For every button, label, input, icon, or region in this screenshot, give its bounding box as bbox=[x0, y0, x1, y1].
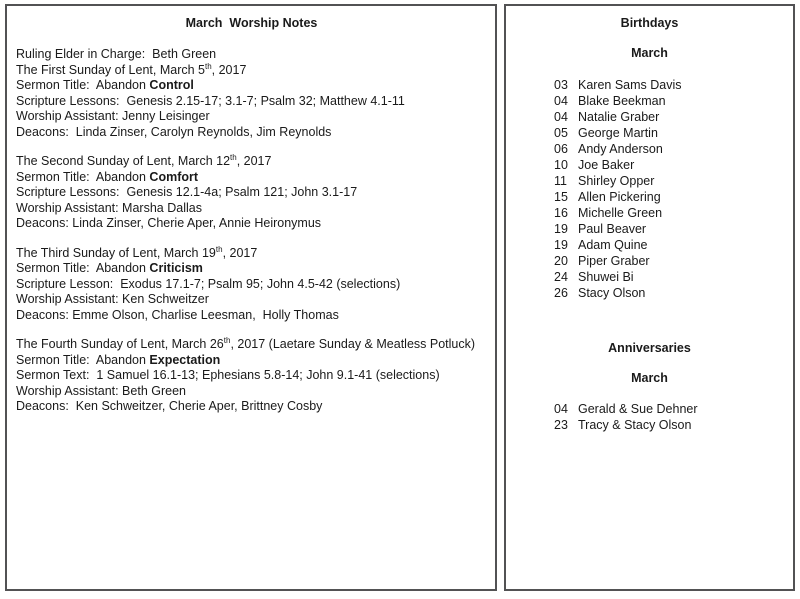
birthday-row bbox=[506, 221, 793, 237]
birthdays-title: Birthdays bbox=[620, 16, 679, 30]
entry-name: Paul Beaver bbox=[578, 222, 647, 236]
entry-day: 24 bbox=[554, 270, 568, 284]
entry-name: Shuwei Bi bbox=[578, 270, 634, 284]
entry-day: 19 bbox=[554, 238, 568, 252]
birthday-row bbox=[506, 253, 793, 269]
anniversaries-list bbox=[506, 401, 793, 433]
text-line: Deacons: Emme Olson, Charlise Leesman, Holly Thomas bbox=[16, 307, 339, 322]
entry-day: 20 bbox=[554, 254, 568, 268]
entry-name: Stacy Olson bbox=[578, 286, 646, 300]
anniversaries-month-heading: March bbox=[631, 371, 668, 385]
spacer bbox=[16, 140, 487, 154]
spacer bbox=[506, 62, 793, 77]
birthdays-list bbox=[506, 77, 793, 301]
entry-day: 23 bbox=[554, 418, 568, 432]
text-line: Scripture Lessons: Genesis 2.15-17; 3.1-7; Psalm 32; Matthew 4.1-11 bbox=[16, 93, 405, 108]
spacer bbox=[16, 232, 487, 246]
birthday-row bbox=[506, 285, 793, 301]
entry-day: 16 bbox=[554, 206, 568, 220]
anniversaries-title: Anniversaries bbox=[608, 341, 691, 355]
entry-name: Tracy & Stacy Olson bbox=[578, 418, 692, 432]
entry-name: Allen Pickering bbox=[578, 190, 661, 204]
birthday-row bbox=[506, 237, 793, 253]
anniversary-row bbox=[506, 417, 793, 433]
events-panel bbox=[504, 4, 795, 591]
text-line: The Second Sunday of Lent, March 12th, 2017 bbox=[16, 152, 272, 168]
birthday-row bbox=[506, 93, 793, 109]
text-line: Worship Assistant: Ken Schweitzer bbox=[16, 292, 209, 306]
text-line: Deacons: Linda Zinser, Cherie Aper, Annie Heironymus bbox=[16, 216, 322, 230]
spacer bbox=[16, 323, 487, 337]
entry-day: 19 bbox=[554, 222, 568, 236]
birthday-row bbox=[506, 157, 793, 173]
text-line: Ruling Elder in Charge: Beth Green bbox=[16, 47, 217, 61]
spacer bbox=[506, 387, 793, 401]
spacer bbox=[506, 357, 793, 370]
entry-name: Piper Graber bbox=[578, 254, 650, 268]
spacer bbox=[506, 32, 793, 45]
entry-day: 04 bbox=[554, 94, 568, 108]
entry-name: Shirley Opper bbox=[578, 174, 655, 188]
entry-name: Karen Sams Davis bbox=[578, 78, 682, 92]
entry-name: Gerald & Sue Dehner bbox=[578, 402, 698, 416]
spacer bbox=[16, 32, 487, 47]
entry-day: 11 bbox=[554, 174, 567, 188]
spacer bbox=[506, 301, 793, 340]
birthdays-month-heading: March bbox=[631, 46, 668, 60]
text-line: The Third Sunday of Lent, March 19th, 2017 bbox=[16, 244, 258, 260]
text-line: The First Sunday of Lent, March 5th, 2017 bbox=[16, 61, 247, 77]
birthday-row bbox=[506, 125, 793, 141]
birthday-row bbox=[506, 141, 793, 157]
entry-day: 15 bbox=[554, 190, 568, 204]
anniversary-row bbox=[506, 401, 793, 417]
birthday-row bbox=[506, 189, 793, 205]
entry-name: Michelle Green bbox=[578, 206, 663, 220]
text-line: Worship Assistant: Marsha Dallas bbox=[16, 200, 202, 215]
entry-day: 26 bbox=[554, 286, 568, 300]
entry-day: 10 bbox=[554, 158, 568, 172]
text-line: The Fourth Sunday of Lent, March 26th, 2017 (Laetare Sunday & Meatless Potluck) bbox=[16, 335, 476, 351]
birthday-row bbox=[506, 173, 793, 189]
entry-name: Joe Baker bbox=[578, 158, 635, 172]
worship-notes-title: March Worship Notes bbox=[185, 16, 318, 30]
entry-day: 04 bbox=[554, 110, 568, 124]
birthday-row bbox=[506, 109, 793, 125]
entry-day: 05 bbox=[554, 126, 568, 140]
text-line: Sermon Title: Abandon Control bbox=[16, 78, 194, 92]
entry-name: Adam Quine bbox=[578, 238, 648, 252]
text-line: Worship Assistant: Jenny Leisinger bbox=[16, 109, 210, 123]
text-line: Sermon Title: Abandon Comfort bbox=[16, 169, 199, 184]
entry-name: Andy Anderson bbox=[578, 142, 663, 156]
entry-name: Blake Beekman bbox=[578, 94, 666, 108]
text-line: Sermon Text: 1 Samuel 16.1-13; Ephesians 5.8-14; John 9.1-41 (selections) bbox=[16, 368, 440, 382]
text-line: Scripture Lesson: Exodus 17.1-7; Psalm 95; John 4.5-42 (selections) bbox=[16, 276, 401, 291]
birthday-row bbox=[506, 269, 793, 285]
text-line: Sermon Title: Abandon Expectation bbox=[16, 352, 221, 367]
entry-name: George Martin bbox=[578, 126, 658, 140]
birthday-row bbox=[506, 205, 793, 221]
text-line: Scripture Lessons: Genesis 12.1-4a; Psalm 121; John 3.1-17 bbox=[16, 185, 358, 199]
worship-notes-body bbox=[16, 47, 487, 415]
text-line: Deacons: Ken Schweitzer, Cherie Aper, Brittney Cosby bbox=[16, 399, 323, 413]
entry-day: 04 bbox=[554, 402, 568, 416]
worship-notes-panel bbox=[5, 4, 497, 591]
text-line: Worship Assistant: Beth Green bbox=[16, 383, 186, 398]
entry-day: 06 bbox=[554, 142, 568, 156]
entry-day: 03 bbox=[554, 78, 568, 92]
text-line: Deacons: Linda Zinser, Carolyn Reynolds, Jim Reynolds bbox=[16, 124, 332, 139]
entry-name: Natalie Graber bbox=[578, 110, 660, 124]
text-line: Sermon Title: Abandon Criticism bbox=[16, 261, 203, 275]
birthday-row bbox=[506, 77, 793, 93]
